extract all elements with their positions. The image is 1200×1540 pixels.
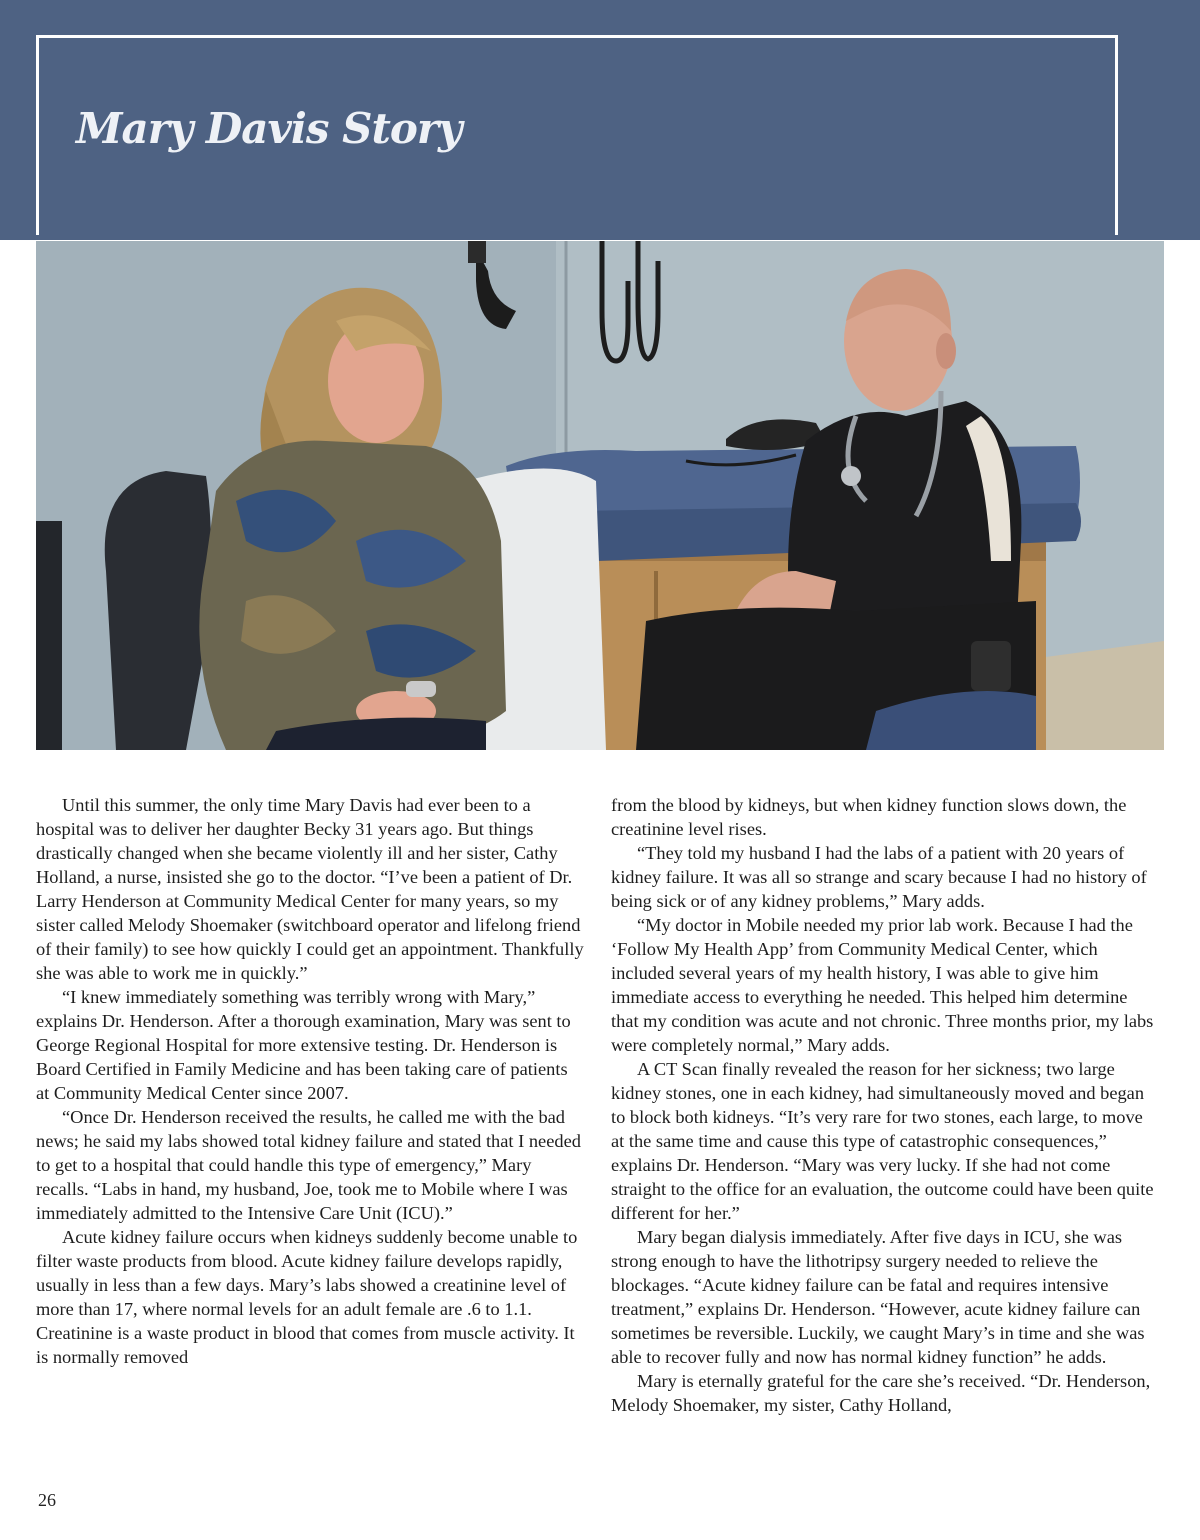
paragraph: “I knew immediately something was terribly wrong with Mary,” explains Dr. Henderson. After a thorough examination, Mary was sent to George Regional Hospital for more extensive testing. Dr. Henderson is Board Certified in Family Medicine and has been taking care of patients at Community Medical Center since 2007. <box>36 987 571 1103</box>
header-banner <box>0 0 1200 240</box>
article-right-column <box>611 793 1159 1417</box>
paragraph: “My doctor in Mobile needed my prior lab work. Because I had the ‘Follow My Health App’ from Community Medical Center, which included several years of my health history, I was able to give him immediate access to everything he needed. This helped him determine that my condition was acute and not chronic. Three months prior, my labs were completely normal,” Mary adds. <box>611 915 1154 1055</box>
paragraph: “They told my husband I had the labs of a patient with 20 years of kidney failure. It was all so strange and scary because I had no history of being sick or of any kidney problems,” Mary adds. <box>611 843 1147 911</box>
paragraph: Until this summer, the only time Mary Davis had ever been to a hospital was to deliver her daughter Becky 31 years ago. But things drastically changed when she became violently ill and her sister, Cathy Holland, a nurse, insisted she go to the doctor. “I’ve been a patient of Dr. Larry Henderson at Community Medical Center for many years, so my sister called Melody Shoemaker (switchboard operator and lifelong friend of their family) to see how quickly I could get an appointment. Thankfully she was able to work me in quickly.” <box>36 795 584 983</box>
page-title: Mary Davis Story <box>76 104 462 153</box>
page-number: 26 <box>38 1490 56 1510</box>
paragraph-continuation: from the blood by kidneys, but when kidney function slows down, the creatinine level rises. <box>611 795 1127 839</box>
paragraph: Acute kidney failure occurs when kidneys suddenly become unable to filter waste products from blood. Acute kidney failure develops rapidly, usually in less than a few days. Mary’s labs showed a creatinine level of more than 17, where normal levels for an adult female are .6 to 1.1. Creatinine is a waste product in blood that comes from muscle activity. It is normally removed <box>36 1227 578 1367</box>
paragraph: Mary is eternally grateful for the care she’s received. “Dr. Henderson, Melody Shoemaker, my sister, Cathy Holland, <box>611 1371 1151 1415</box>
article-left-column <box>36 793 584 1369</box>
paragraph: A CT Scan finally revealed the reason for her sickness; two large kidney stones, one in each kidney, had simultaneously moved and began to block both kidneys. “It’s very rare for two stones, each large, to move at the same time and cause this type of catastrophic consequences,” explains Dr. Henderson. “Mary was very lucky. If she had not come straight to the office for an evaluation, the outcome could have been quite different for her.” <box>611 1059 1154 1223</box>
paragraph: “Once Dr. Henderson received the results, he called me with the bad news; he said my labs showed total kidney failure and stated that I needed to get to a hospital that could handle this type of emergency,” Mary recalls. “Labs in hand, my husband, Joe, took me to Mobile where I was immediately admitted to the Intensive Care Unit (ICU).” <box>36 1107 581 1223</box>
paragraph: Mary began dialysis immediately. After five days in ICU, she was strong enough to have the lithotripsy surgery needed to relieve the blockages. “Acute kidney failure can be fatal and requires intensive treatment,” explains Dr. Henderson. “However, acute kidney failure can sometimes be reversible. Luckily, we caught Mary’s in time and she was able to recover fully and now has normal kidney function” he adds. <box>611 1227 1145 1367</box>
exam-room-photo <box>36 241 1164 750</box>
